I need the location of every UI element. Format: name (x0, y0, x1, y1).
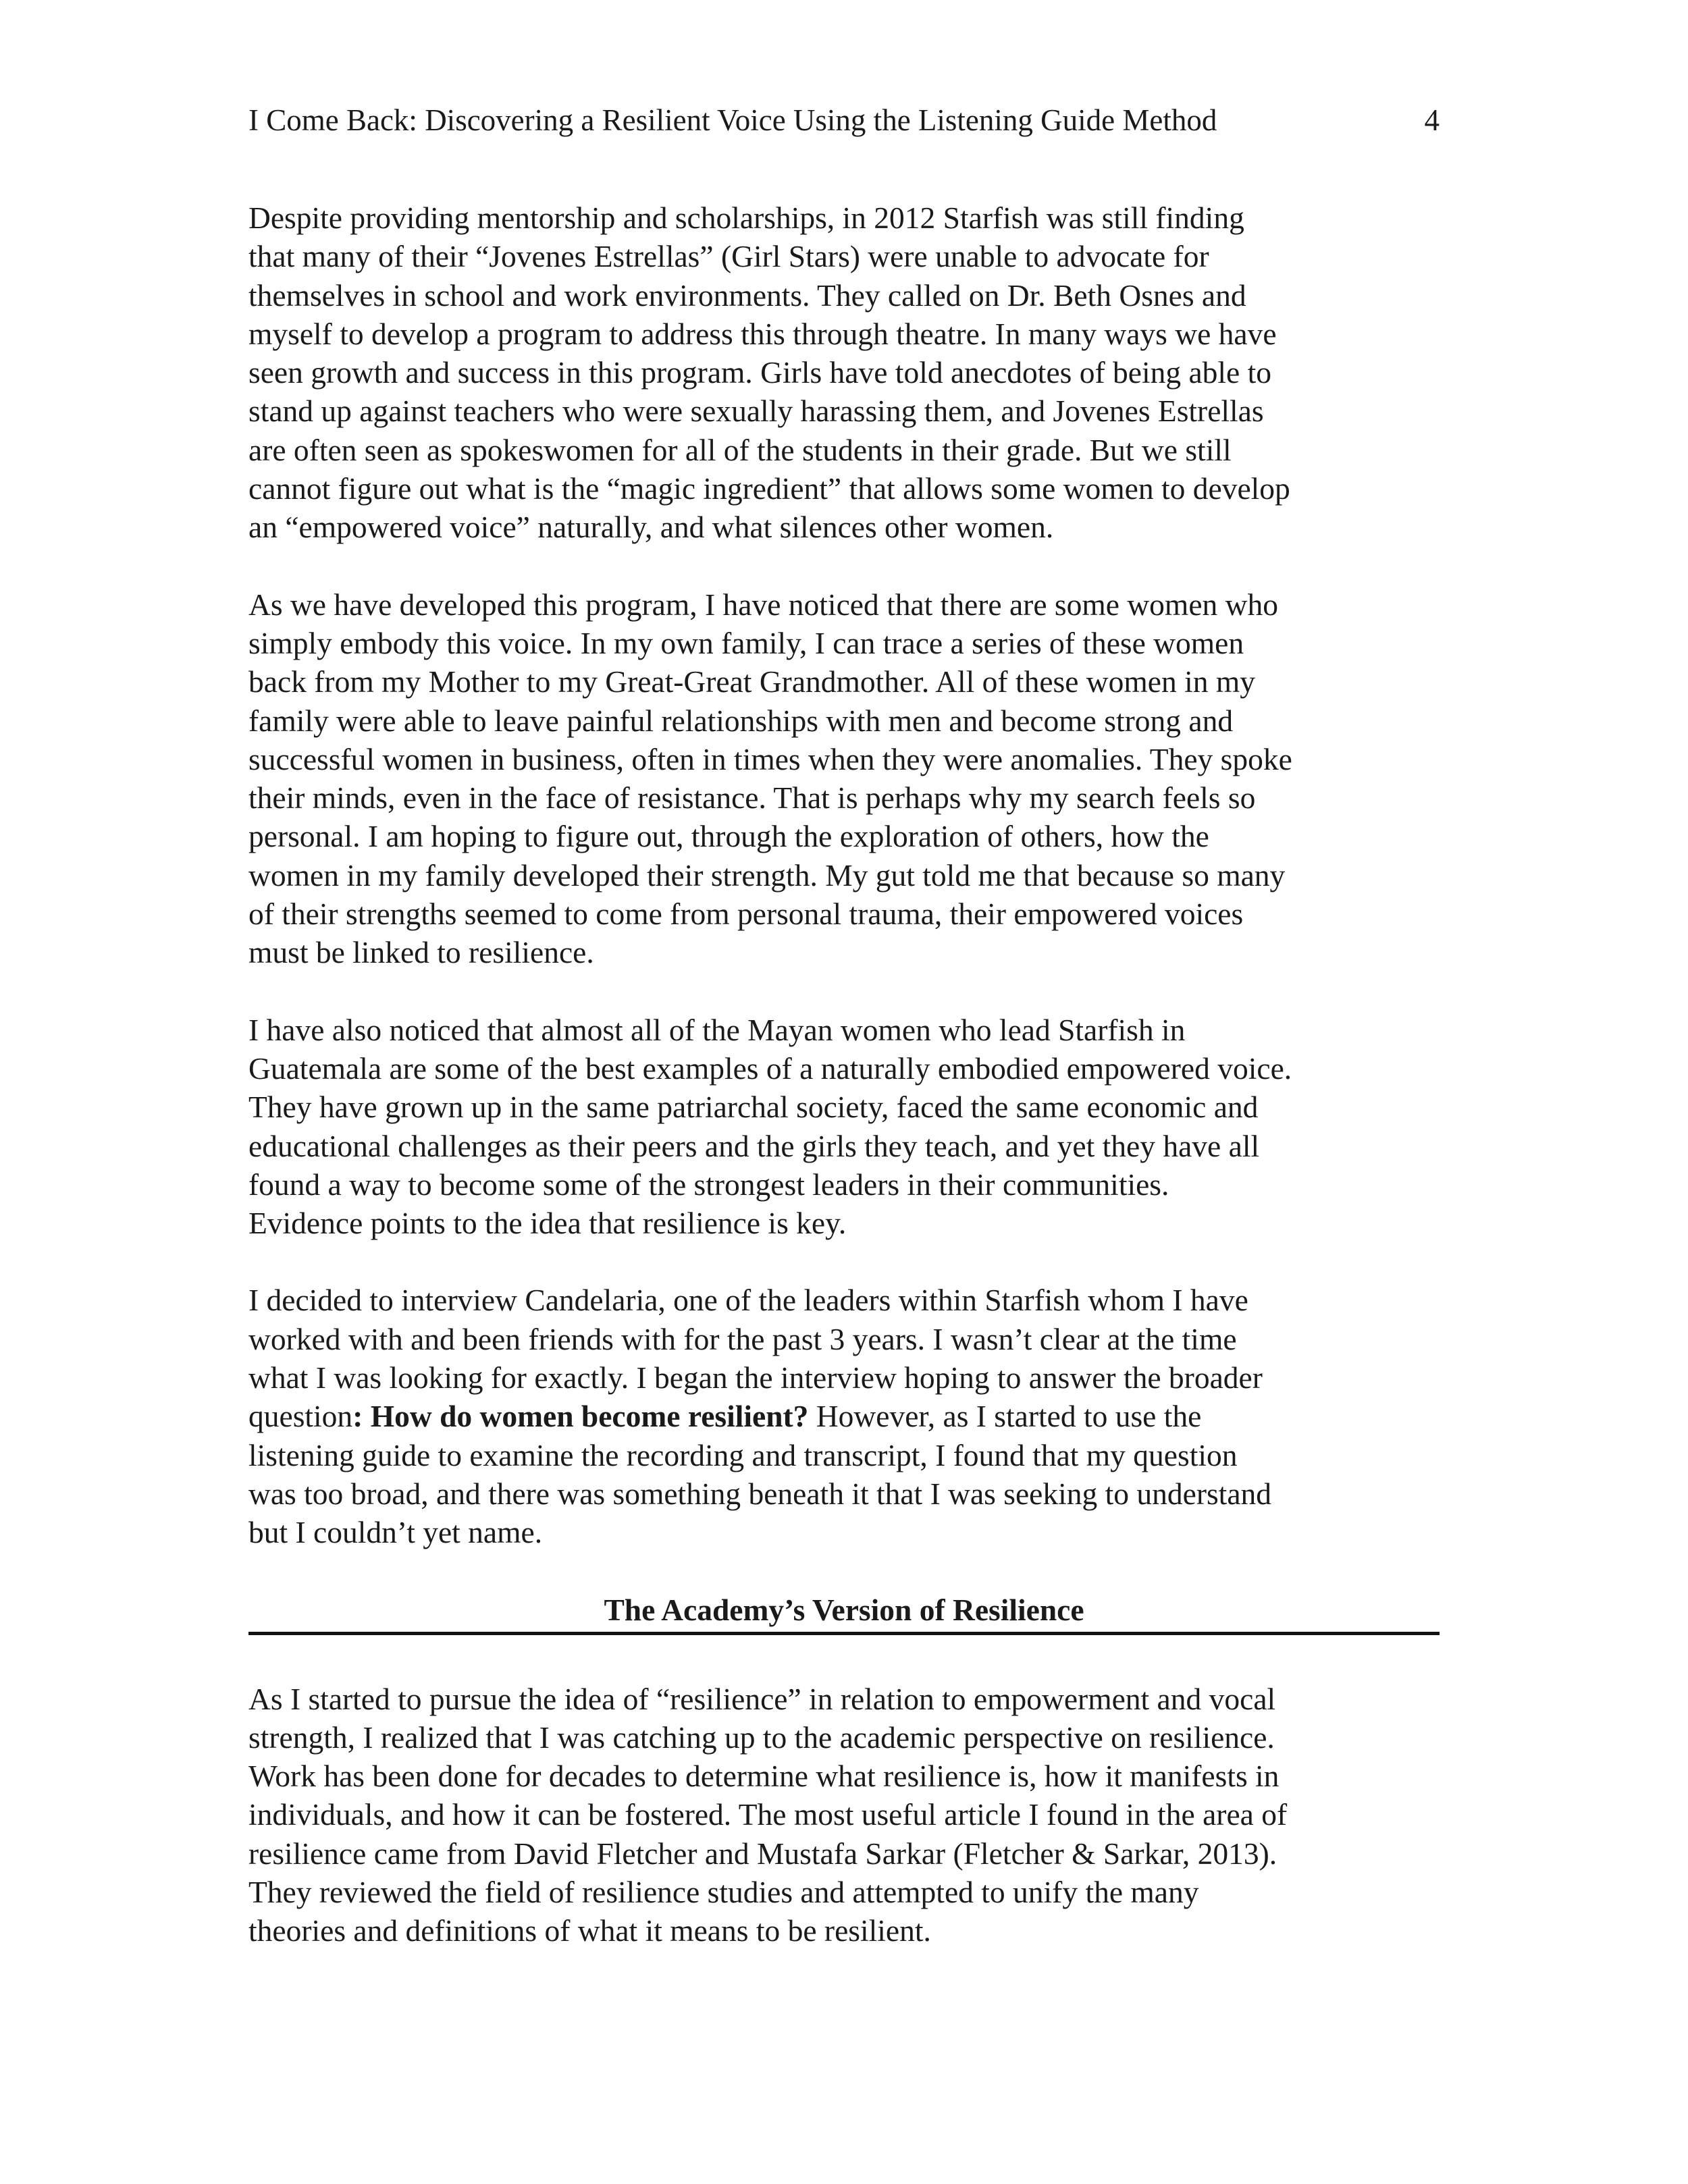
text-line: As I started to pursue the idea of “resilience” in relation to empowerment and vocal (248, 1681, 1276, 1716)
text-line: found a way to become some of the strongest leaders in their communities. (248, 1167, 1169, 1202)
text-line: personal. I am hoping to figure out, through the exploration of others, how the (248, 819, 1209, 854)
text-line: Guatemala are some of the best examples of a naturally embodied empowered voice. (248, 1050, 1292, 1086)
text-line: cannot figure out what is the “magic ingredient” that allows some women to develop (248, 471, 1290, 506)
text-line: I decided to interview Candelaria, one of the leaders within Starfish whom I have (248, 1283, 1248, 1318)
body-text (248, 198, 1440, 1989)
text-line: are often seen as spokeswomen for all of the students in their grade. But we still (248, 432, 1232, 467)
text-line: myself to develop a program to address this through theatre. In many ways we have (248, 316, 1277, 351)
text-line: an “empowered voice” naturally, and what silences other women. (248, 510, 1054, 545)
paragraph-3 (248, 1011, 1440, 1243)
text-line: simply embody this voice. In my own family, I can trace a series of these women (248, 625, 1244, 660)
text-line: successful women in business, often in times when they were anomalies. They spoke (248, 741, 1292, 776)
text-line: strength, I realized that I was catching up to the academic perspective on resilience. (248, 1720, 1275, 1755)
research-question: : How do women become resilient? (352, 1399, 809, 1434)
text-line: They reviewed the field of resilience studies and attempted to unify the many (248, 1874, 1199, 1909)
paragraph-4 (248, 1281, 1440, 1551)
text-line: They have grown up in the same patriarchal society, faced the same economic and (248, 1090, 1259, 1125)
text-line: theories and definitions of what it means to be resilient. (248, 1913, 931, 1948)
text-line: themselves in school and work environments. They called on Dr. Beth Osnes and (248, 277, 1246, 313)
text-line: their minds, even in the face of resistance. That is perhaps why my search feels so (248, 780, 1256, 816)
text-line: but I couldn’t yet name. (248, 1515, 543, 1550)
text-line: family were able to leave painful relationships with men and become strong and (248, 703, 1234, 738)
text-line: I have also noticed that almost all of the Mayan women who lead Starfish in (248, 1012, 1186, 1047)
text-line: stand up against teachers who were sexually harassing them, and Jovenes Estrellas (248, 394, 1264, 429)
text-line: Work has been done for decades to determine what resilience is, how it manifests in (248, 1759, 1280, 1794)
question-suffix: However, as I started to use the (808, 1399, 1202, 1434)
question-line (248, 1397, 1440, 1435)
text-line: individuals, and how it can be fostered. The most useful article I found in the area of (248, 1797, 1288, 1832)
text-line: Despite providing mentorship and scholarships, in 2012 Starfish was still finding (248, 201, 1244, 235)
paragraph-5 (248, 1680, 1440, 1950)
text-line: listening guide to examine the recording and transcript, I found that my question (248, 1437, 1238, 1472)
text-line: was too broad, and there was something beneath it that I was seeking to understand (248, 1476, 1272, 1511)
text-line: worked with and been friends with for the past 3 years. I wasn’t clear at the time (248, 1321, 1237, 1356)
paragraph-2 (248, 585, 1440, 972)
text-line: back from my Mother to my Great-Great Grandmother. All of these women in my (248, 664, 1256, 699)
text-line: resilience came from David Fletcher and Mustafa Sarkar (Fletcher & Sarkar, 2013). (248, 1836, 1277, 1871)
section-heading: The Academy’s Version of Resilience (248, 1591, 1440, 1635)
text-line: Evidence points to the idea that resilience is key. (248, 1206, 847, 1241)
paragraph-1 (248, 198, 1440, 547)
text-line: what I was looking for exactly. I began the interview hoping to answer the broader (248, 1360, 1263, 1395)
text-line: As we have developed this program, I have noticed that there are some women who (248, 587, 1279, 622)
text-line: must be linked to resilience. (248, 935, 594, 970)
text-line: of their strengths seemed to come from personal trauma, their empowered voices (248, 897, 1244, 932)
text-line: seen growth and success in this program. Girls have told anecdotes of being able to (248, 355, 1272, 390)
text-line: women in my family developed their strength. My gut told me that because so many (248, 857, 1286, 893)
page-number: 4 (1424, 103, 1440, 137)
text-line: educational challenges as their peers and the girls they teach, and yet they have all (248, 1128, 1260, 1163)
question-prefix: question (248, 1399, 353, 1434)
text-line: that many of their “Jovenes Estrellas” (Girl Stars) were unable to advocate for (248, 239, 1209, 274)
running-header-title: I Come Back: Discovering a Resilient Voice Using the Listening Guide Method (248, 103, 1217, 137)
running-header (248, 100, 1440, 140)
